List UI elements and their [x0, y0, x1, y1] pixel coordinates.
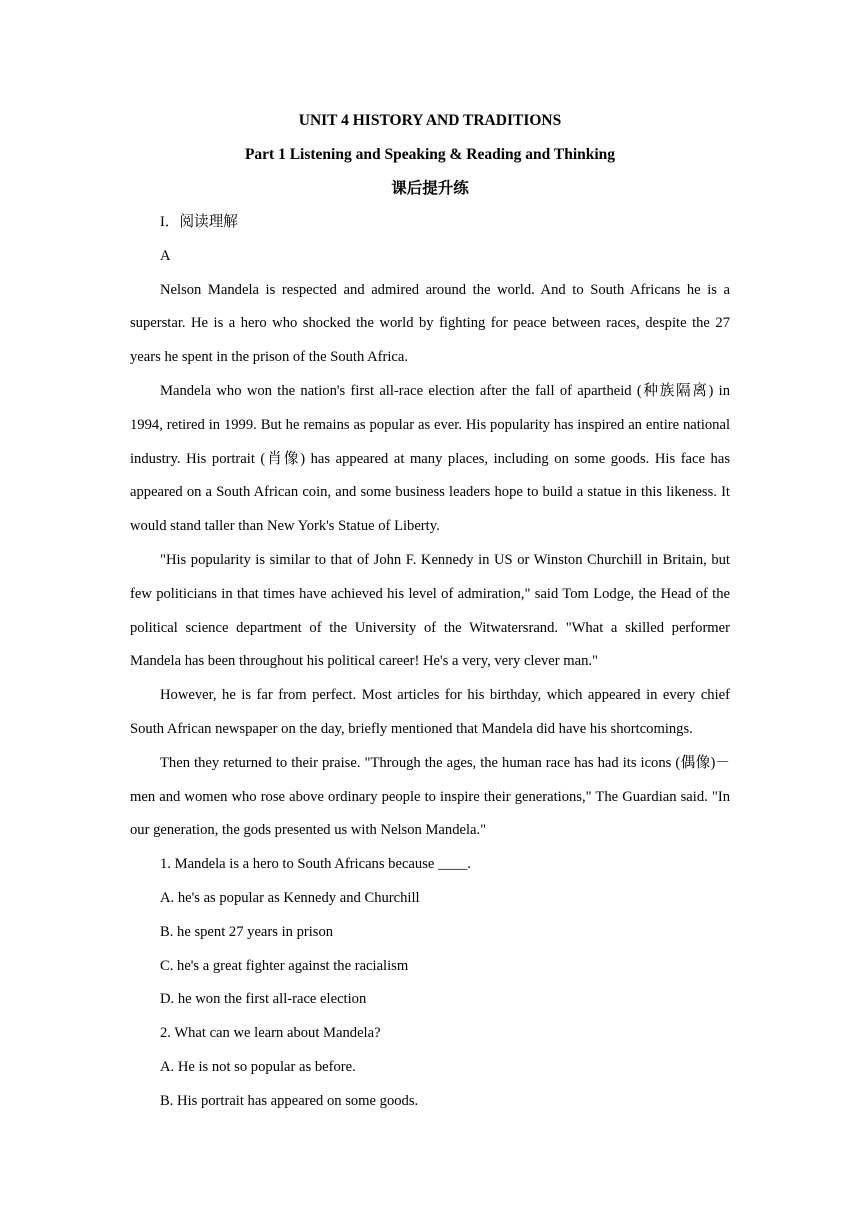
question-stem: 2. What can we learn about Mandela? [160, 1025, 381, 1042]
question-option: B. His portrait has appeared on some goods. [160, 1092, 419, 1109]
question-option: D. he won the first all-race election [160, 991, 367, 1008]
part-title: Part 1 Listening and Speaking & Reading and Thinking [244, 146, 616, 163]
document-content [130, 104, 730, 1119]
question-stem: 1. Mandela is a hero to South Africans because ____. [160, 856, 471, 873]
subtitle: 课后提升练 [391, 180, 469, 197]
section-heading: I．阅读理解 [160, 214, 238, 230]
passage-label: A [160, 247, 171, 264]
unit-title: UNIT 4 HISTORY AND TRADITIONS [298, 112, 562, 129]
question-option: B. he spent 27 years in prison [160, 923, 334, 940]
question-option: C. he's a great fighter against the racialism [160, 957, 409, 974]
passage-paragraph: Then they returned to their praise. "Through the ages, the human race has had its icons (偶像)－men and women who rose above ordinary people to inspire their generations," The Guardian said. "In our generation, the gods presented us with Nelson Mandela." [130, 754, 730, 839]
passage-paragraph: Nelson Mandela is respected and admired around the world. And to South Africans he is a superstar. He is a hero who shocked the world by fighting for peace between races, despite the 27 years he spent in the prison of the South Africa. [130, 281, 730, 366]
question-option: A. he's as popular as Kennedy and Churchill [160, 889, 420, 906]
passage-paragraph: "His popularity is similar to that of John F. Kennedy in US or Winston Churchill in Britain, but few politicians in that times have achieved his level of admiration," said Tom Lodge, the Head of the political science department of the University of the Witwatersrand. "What a skilled performer Mandela has been throughout his political career! He's a very, very clever man." [130, 551, 730, 670]
question-option: A. He is not so popular as before. [160, 1058, 356, 1075]
passage-paragraph: Mandela who won the nation's first all-race election after the fall of apartheid (种族隔离) in 1994, retired in 1999. But he remains as popular as ever. His popularity has inspired an entire national industry. His portrait (肖像) has appeared at many places, including on some goods. His face has appeared on a South African coin, and some business leaders hope to build a statue in this likeness. It would stand taller than New York's Statue of Liberty. [130, 382, 730, 535]
passage-paragraph: However, he is far from perfect. Most articles for his birthday, which appeared in every chief South African newspaper on the day, briefly mentioned that Mandela did have his shortcomings. [130, 687, 730, 737]
